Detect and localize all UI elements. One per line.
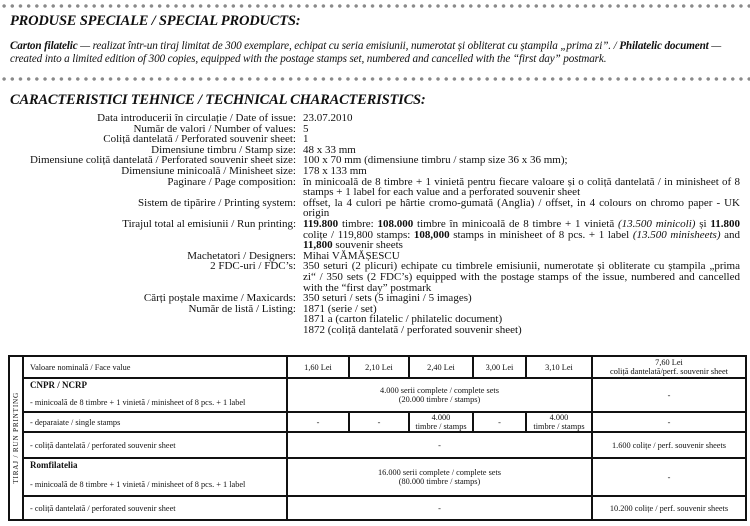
single-value: - bbox=[287, 412, 349, 432]
spec-value: offset, la 4 culori pe hârtie cromo-gumată (Anglia) / offset, in 4 colours on chromo paper - UK origin bbox=[303, 196, 740, 220]
romfilatelia-label-cell bbox=[23, 458, 287, 496]
cnpr-souvenir-stamps: - bbox=[287, 432, 592, 458]
cnpr-minisheet-value bbox=[287, 378, 592, 412]
spec-row-date bbox=[0, 113, 745, 124]
spec-value: Mihai VĂMĂȘESCU bbox=[303, 249, 400, 262]
run-printing-table bbox=[8, 355, 747, 521]
cnpr-minisheet-label: - minicoală de 8 timbre + 1 vinietă / minisheet of 8 pcs. + 1 label bbox=[30, 398, 246, 407]
spec-label: Număr de valori / Number of values: bbox=[133, 122, 296, 135]
run-total-ro: 119.800 bbox=[303, 217, 339, 230]
dotted-divider-bottom bbox=[0, 76, 750, 82]
romfilatelia-souvenir-row bbox=[9, 496, 746, 520]
romfilatelia-minisheet-value bbox=[287, 458, 592, 496]
run-text: souvenir sheets bbox=[332, 239, 403, 252]
spec-row-run-printing bbox=[0, 219, 745, 251]
spec-value: 1 bbox=[303, 133, 309, 146]
face-value: 1,60 Lei bbox=[287, 356, 349, 378]
spec-label: Data introducerii în circulație / Date of issue: bbox=[97, 112, 296, 124]
cnpr-souvenir-sheet: 1.600 colițe / perf. souvenir sheets bbox=[592, 432, 746, 458]
special-products-description bbox=[10, 40, 748, 66]
romfilatelia-souvenir-stamps: - bbox=[287, 496, 592, 520]
listing-line: 1871 a (carton filatelic / philatelic document) bbox=[303, 313, 503, 326]
romfilatelia-sets: 16.000 serii complete / complete sets bbox=[377, 468, 502, 477]
carton-filatelic-term: Carton filatelic bbox=[10, 40, 78, 52]
spec-label: Sistem de tipărire / Printing system: bbox=[138, 196, 296, 209]
technical-specs bbox=[0, 113, 745, 335]
spec-label: Cărți poștale maxime / Maxicards: bbox=[143, 292, 296, 305]
single-unit: timbre / stamps bbox=[533, 422, 585, 431]
spec-value bbox=[303, 304, 740, 336]
run-minisheets: (13.500 minisheets) bbox=[632, 228, 721, 241]
run-text: și bbox=[695, 217, 711, 230]
spec-value: 178 x 133 mm bbox=[303, 164, 367, 177]
romfilatelia-minisheet-sheet: - bbox=[592, 458, 746, 496]
face-value-label: Valoare nominală / Face value bbox=[23, 356, 287, 378]
spec-value: 100 x 70 mm (dimensiune timbru / stamp size 36 x 36 mm); bbox=[303, 154, 568, 167]
spec-value: în minicoală de 8 timbre + 1 vinietă pentru fiecare valoare și o coliță dantelată / in minisheet of 8 stamps + 1 label for each value and a perforated souvenir sheet bbox=[303, 175, 740, 199]
side-label: TIRAJ / RUN PRINTING bbox=[11, 392, 20, 484]
cnpr-minisheet-row bbox=[9, 378, 746, 412]
romfilatelia-minisheet-label: - minicoală de 8 timbre + 1 vinietă / minisheet of 8 pcs. + 1 label bbox=[30, 480, 246, 489]
cnpr-name: CNPR / NCRP bbox=[30, 380, 87, 390]
single-value: 4.000 bbox=[431, 413, 451, 422]
face-value: 2,40 Lei bbox=[409, 356, 473, 378]
side-label-cell bbox=[9, 356, 23, 520]
face-value: 3,10 Lei bbox=[526, 356, 592, 378]
spec-row-printing-system bbox=[0, 198, 745, 219]
single-value: 4.000 bbox=[549, 413, 569, 422]
run-colite-ro: 11.800 bbox=[710, 217, 740, 230]
spec-label: Număr de listă / Listing: bbox=[188, 302, 296, 315]
romfilatelia-name: Romfilatelia bbox=[30, 460, 78, 470]
spec-row-minisheet-size bbox=[0, 166, 745, 177]
romfilatelia-souvenir-sheet: 10.200 colițe / perf. souvenir sheets bbox=[592, 496, 746, 520]
cnpr-single-label: - deparaiate / single stamps bbox=[23, 412, 287, 432]
spec-value: 5 bbox=[303, 122, 309, 135]
spec-label: Dimensiune minicoală / Minisheet size: bbox=[121, 164, 296, 177]
spec-label: 2 FDC-uri / FDC’s: bbox=[210, 260, 296, 273]
spec-value bbox=[303, 219, 740, 251]
run-text: stamps in minisheet of 8 pcs. + 1 label bbox=[449, 228, 633, 241]
spec-value: 23.07.2010 bbox=[303, 112, 353, 124]
single-value-cell bbox=[526, 412, 592, 432]
run-minisheet-stamps-en: 108,000 bbox=[413, 228, 450, 241]
romfilatelia-minisheet-row bbox=[9, 458, 746, 496]
face-value-row bbox=[9, 356, 746, 378]
sheet-face-value bbox=[592, 356, 746, 378]
spec-row-sheet-size bbox=[0, 155, 745, 166]
sheet-value-sub: coliță dantelată/perf. souvenir sheet bbox=[610, 367, 728, 376]
run-minisheet-stamps-ro: 108.000 bbox=[377, 217, 414, 230]
spec-value: 48 x 33 mm bbox=[303, 143, 356, 156]
cnpr-minisheet-sheet: - bbox=[592, 378, 746, 412]
listing-line: 1871 (serie / set) bbox=[303, 302, 377, 315]
spec-label: Dimensiune coliță dantelată / Perforated souvenir sheet size: bbox=[29, 154, 296, 167]
dotted-divider-top bbox=[0, 3, 750, 9]
philatelic-document-term: Philatelic document bbox=[619, 40, 709, 52]
description-en: — created into a limited edition of 300 copies, equipped with the postage stamps set, numbered and cancelled with the “first day” postmark. bbox=[10, 40, 722, 65]
face-value: 3,00 Lei bbox=[473, 356, 526, 378]
face-value: 2,10 Lei bbox=[349, 356, 409, 378]
spec-row-listing bbox=[0, 304, 745, 336]
spec-label: Paginare / Page composition: bbox=[167, 175, 296, 188]
spec-row-souvenir-sheet bbox=[0, 134, 745, 145]
technical-characteristics-heading: CARACTERISTICI TEHNICE / TECHNICAL CHARACTERISTICS: bbox=[10, 92, 426, 108]
single-value: - bbox=[349, 412, 409, 432]
cnpr-souvenir-label: - coliță dantelată / perforated souvenir sheet bbox=[23, 432, 287, 458]
run-text: timbre: bbox=[338, 217, 378, 230]
run-text: colițe / 119,800 stamps: bbox=[303, 228, 414, 241]
cnpr-stamps: (20.000 timbre / stamps) bbox=[398, 395, 481, 404]
single-value: - bbox=[473, 412, 526, 432]
cnpr-single-row bbox=[9, 412, 746, 432]
single-value-cell bbox=[409, 412, 473, 432]
spec-label: Dimensiune timbru / Stamp size: bbox=[151, 143, 296, 156]
run-text: and bbox=[720, 228, 740, 241]
listing-line: 1872 (coliță dantelată / perforated souvenir sheet) bbox=[303, 323, 522, 336]
description-ro: — realizat într-un tiraj limitat de 300 exemplare, echipat cu seria emisiunii, numerotat și obliterat cu ștampila „prima zi”. / bbox=[77, 40, 620, 52]
spec-row-page-composition bbox=[0, 177, 745, 198]
spec-label: Coliță dantelată / Perforated souvenir sheet: bbox=[103, 133, 296, 146]
spec-label: Tirajul total al emisiunii / Run printing: bbox=[122, 217, 296, 230]
single-unit: timbre / stamps bbox=[415, 422, 467, 431]
spec-value: 350 seturi / sets (5 imagini / 5 images) bbox=[303, 292, 472, 305]
cnpr-sets: 4.000 serii complete / complete sets bbox=[380, 386, 499, 395]
spec-label: Machetatori / Designers: bbox=[187, 249, 296, 262]
cnpr-label-cell bbox=[23, 378, 287, 412]
spec-value: 350 seturi (2 plicuri) echipate cu timbrele emisiunii, numerotate și obliterate cu ștampila „prima zi“ / 350 sets (2 FDC’s) equipped with the postage stamps of the issue, numbered and cancelled with the “first day” postmark bbox=[303, 260, 740, 294]
sheet-value: 7,60 Lei bbox=[655, 358, 683, 367]
spec-row-fdc bbox=[0, 261, 745, 293]
run-text: timbre în minicoală de 8 timbre + 1 vinietă bbox=[413, 217, 618, 230]
special-products-heading: PRODUSE SPECIALE / SPECIAL PRODUCTS: bbox=[10, 13, 301, 29]
run-souvenir-en: 11,800 bbox=[303, 239, 333, 252]
cnpr-souvenir-row bbox=[9, 432, 746, 458]
romfilatelia-souvenir-label: - coliță dantelată / perforated souvenir sheet bbox=[23, 496, 287, 520]
romfilatelia-stamps: (80.000 timbre / stamps) bbox=[398, 477, 481, 486]
run-minicoli: (13.500 minicoli) bbox=[618, 217, 696, 230]
single-sheet: - bbox=[592, 412, 746, 432]
